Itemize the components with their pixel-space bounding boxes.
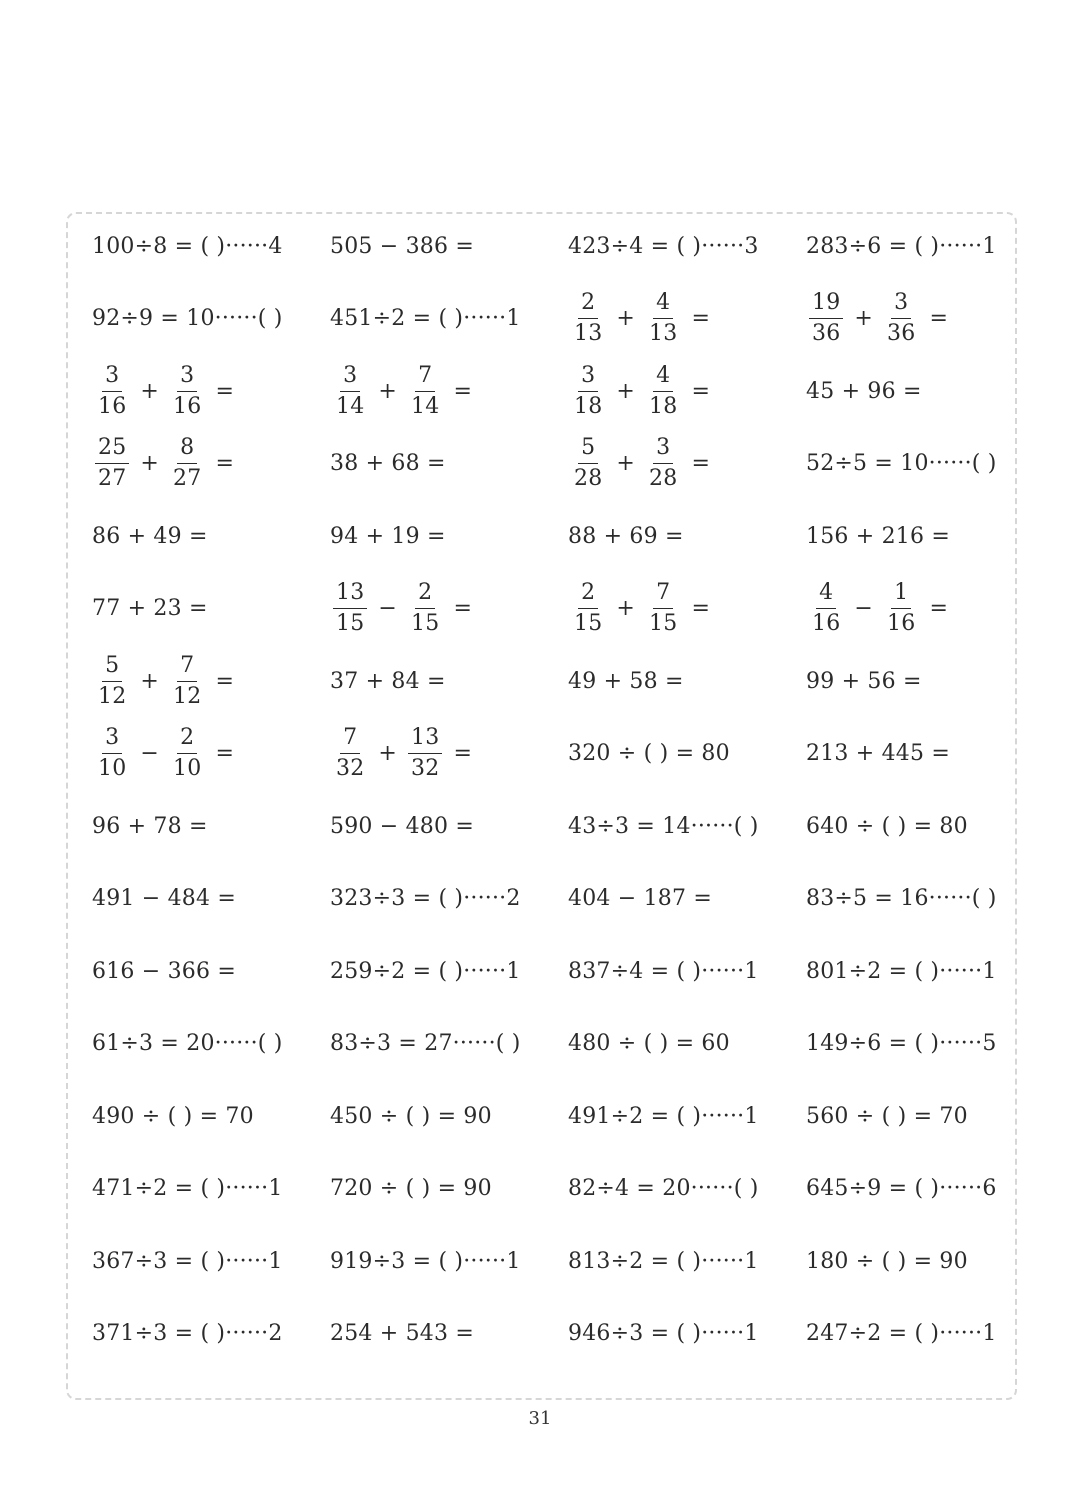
problem: [92, 216, 330, 276]
problem: [568, 1304, 806, 1364]
problem: [92, 1014, 330, 1074]
problem-text: 451÷2 = ( )······1: [330, 306, 521, 331]
operator: +: [378, 741, 398, 766]
operator: +: [140, 378, 160, 404]
numerator: 3: [340, 365, 360, 392]
numerator: 2: [578, 292, 598, 319]
operator: +: [378, 378, 398, 404]
fraction: [571, 362, 605, 419]
problem-text: 83÷3 = 27······( ): [330, 1031, 521, 1056]
problem-row: [92, 289, 1052, 349]
denominator: 10: [173, 756, 202, 781]
denominator: 18: [574, 393, 603, 419]
problem: [330, 434, 568, 494]
problem-text: 645÷9 = ( )······6: [806, 1176, 997, 1201]
problem: [330, 289, 568, 349]
denominator: 28: [574, 466, 603, 491]
problem: [568, 434, 806, 494]
numerator: 13: [408, 727, 442, 754]
problem-text: 560 ÷ ( ) = 70: [806, 1103, 968, 1129]
problem-text: 149÷6 = ( )······5: [806, 1031, 997, 1056]
problem-text: 471÷2 = ( )······1: [92, 1176, 283, 1201]
fraction: [408, 362, 442, 419]
problem-text: 813÷2 = ( )······1: [568, 1248, 759, 1274]
denominator: 15: [336, 611, 365, 636]
denominator: 16: [173, 393, 202, 419]
operator: +: [616, 378, 636, 404]
equals-sign: =: [691, 596, 711, 621]
denominator: 14: [336, 393, 365, 419]
operator: +: [616, 306, 636, 331]
numerator: 2: [415, 582, 435, 609]
fraction: [408, 582, 442, 635]
problem-row: [92, 651, 1052, 711]
denominator: 18: [649, 393, 678, 419]
fraction: [170, 437, 204, 490]
denominator: 14: [411, 393, 440, 419]
denominator: 10: [98, 756, 127, 781]
fraction: [95, 727, 129, 780]
operator: +: [616, 451, 636, 476]
problem: [92, 941, 330, 1001]
problem: [92, 651, 330, 711]
denominator: 27: [98, 466, 127, 491]
problem-text: 180 ÷ ( ) = 90: [806, 1248, 968, 1274]
problem: [92, 1231, 330, 1291]
equals-sign: =: [215, 451, 235, 476]
fraction: [646, 362, 680, 419]
problem: [806, 869, 1044, 929]
numerator: 4: [653, 292, 673, 319]
problem: [330, 941, 568, 1001]
problem-row: [92, 434, 1052, 494]
problem: [568, 289, 806, 349]
problem: [568, 651, 806, 711]
problem-text: 82÷4 = 20······( ): [568, 1176, 759, 1201]
problem: [92, 434, 330, 494]
problem: [806, 1086, 1044, 1146]
problem: [806, 361, 1044, 421]
fraction: [646, 437, 680, 490]
problem-row: [92, 1086, 1052, 1146]
numerator: 25: [95, 437, 129, 464]
fraction: [408, 727, 442, 780]
problem-text: 491÷2 = ( )······1: [568, 1103, 759, 1129]
equals-sign: =: [691, 451, 711, 476]
equals-sign: =: [215, 378, 235, 404]
problem: [330, 1086, 568, 1146]
problem-text: 283÷6 = ( )······1: [806, 233, 997, 259]
problem-text: 946÷3 = ( )······1: [568, 1321, 759, 1346]
operator: −: [140, 741, 160, 766]
operator: +: [140, 668, 160, 694]
problem-text: 61÷3 = 20······( ): [92, 1031, 283, 1056]
denominator: 15: [649, 611, 678, 636]
fraction: [333, 727, 367, 780]
fraction: [333, 362, 367, 419]
numerator: 3: [891, 292, 911, 319]
problem: [568, 724, 806, 784]
denominator: 16: [98, 393, 127, 419]
problem: [92, 869, 330, 929]
problem-text: 490 ÷ ( ) = 70: [92, 1103, 254, 1129]
denominator: 13: [649, 321, 678, 346]
operator: −: [378, 596, 398, 621]
numerator: 3: [102, 365, 122, 392]
operator: +: [854, 306, 874, 331]
problem-text: 491 − 484 =: [92, 886, 237, 911]
numerator: 19: [809, 292, 843, 319]
problem: [330, 361, 568, 421]
equals-sign: =: [215, 741, 235, 766]
problem: [568, 506, 806, 566]
fraction: [884, 582, 918, 635]
problem: [806, 1014, 1044, 1074]
fraction: [170, 652, 204, 709]
problem: [92, 506, 330, 566]
problem-text: 37 + 84 =: [330, 668, 446, 694]
problem-text: 404 − 187 =: [568, 886, 713, 911]
problem-text: 801÷2 = ( )······1: [806, 958, 997, 984]
numerator: 4: [653, 365, 673, 392]
problem-text: 43÷3 = 14······( ): [568, 813, 759, 839]
problem-text: 367÷3 = ( )······1: [92, 1248, 283, 1274]
problem-text: 83÷5 = 16······( ): [806, 886, 997, 911]
problem-text: 640 ÷ ( ) = 80: [806, 813, 968, 839]
fraction: [571, 582, 605, 635]
problem-row: [92, 941, 1052, 1001]
problem: [806, 506, 1044, 566]
problem: [330, 796, 568, 856]
problem-row: [92, 579, 1052, 639]
numerator: 3: [653, 437, 673, 464]
problem: [806, 579, 1044, 639]
fraction: [646, 582, 680, 635]
problem-text: 247÷2 = ( )······1: [806, 1321, 997, 1346]
problem: [92, 579, 330, 639]
denominator: 12: [173, 683, 202, 709]
numerator: 7: [415, 365, 435, 392]
problem-row: [92, 1231, 1052, 1291]
denominator: 15: [411, 611, 440, 636]
problem: [92, 361, 330, 421]
problem-text: 96 + 78 =: [92, 813, 208, 839]
problem-text: 94 + 19 =: [330, 523, 446, 549]
problem: [568, 361, 806, 421]
denominator: 12: [98, 683, 127, 709]
problem-text: 323÷3 = ( )······2: [330, 886, 521, 911]
equals-sign: =: [215, 668, 235, 694]
problem-text: 254 + 543 =: [330, 1321, 475, 1346]
denominator: 36: [812, 321, 841, 346]
equals-sign: =: [453, 378, 473, 404]
denominator: 16: [887, 611, 916, 636]
numerator: 5: [102, 655, 122, 682]
denominator: 15: [574, 611, 603, 636]
problem: [330, 506, 568, 566]
problem: [330, 1304, 568, 1364]
problem: [330, 1231, 568, 1291]
problem-text: 590 − 480 =: [330, 813, 475, 839]
fraction: [809, 292, 843, 345]
fraction: [333, 582, 367, 635]
problem-text: 259÷2 = ( )······1: [330, 958, 521, 984]
numerator: 3: [177, 365, 197, 392]
problem: [568, 579, 806, 639]
numerator: 3: [102, 727, 122, 754]
problem: [806, 1159, 1044, 1219]
problem: [330, 216, 568, 276]
fraction: [95, 652, 129, 709]
problem: [806, 289, 1044, 349]
problem: [568, 1159, 806, 1219]
problem-text: 505 − 386 =: [330, 233, 475, 259]
fraction: [95, 362, 129, 419]
problem-text: 720 ÷ ( ) = 90: [330, 1176, 492, 1201]
problem: [568, 1014, 806, 1074]
problem-text: 919÷3 = ( )······1: [330, 1248, 521, 1274]
problem: [568, 1231, 806, 1291]
problem-text: 320 ÷ ( ) = 80: [568, 741, 730, 766]
problem: [806, 1231, 1044, 1291]
numerator: 2: [578, 582, 598, 609]
problem: [568, 216, 806, 276]
problem-text: 99 + 56 =: [806, 668, 922, 694]
operator: −: [854, 596, 874, 621]
equals-sign: =: [691, 378, 711, 404]
problem: [806, 651, 1044, 711]
problem: [330, 1014, 568, 1074]
problem-text: 371÷3 = ( )······2: [92, 1321, 283, 1346]
problem-text: 77 + 23 =: [92, 596, 208, 621]
fraction: [809, 582, 843, 635]
fraction: [884, 292, 918, 345]
problem-text: 837÷4 = ( )······1: [568, 958, 759, 984]
problem-row: [92, 1014, 1052, 1074]
problem: [806, 796, 1044, 856]
fraction: [646, 292, 680, 345]
numerator: 2: [177, 727, 197, 754]
problem-text: 86 + 49 =: [92, 523, 208, 549]
problem-text: 616 − 366 =: [92, 958, 237, 984]
problem-text: 213 + 445 =: [806, 741, 951, 766]
problem: [330, 651, 568, 711]
problem-text: 100÷8 = ( )······4: [92, 233, 283, 259]
problem-text: 38 + 68 =: [330, 451, 446, 476]
problem: [92, 1304, 330, 1364]
equals-sign: =: [929, 596, 949, 621]
problem: [92, 1159, 330, 1219]
problem-row: [92, 1304, 1052, 1364]
problem: [806, 434, 1044, 494]
numerator: 7: [177, 655, 197, 682]
problem: [806, 1304, 1044, 1364]
fraction: [571, 292, 605, 345]
problem: [92, 796, 330, 856]
problem-text: 45 + 96 =: [806, 378, 922, 404]
equals-sign: =: [453, 741, 473, 766]
numerator: 3: [578, 365, 598, 392]
operator: +: [616, 596, 636, 621]
problem: [92, 289, 330, 349]
problem: [330, 724, 568, 784]
problem-row: [92, 216, 1052, 276]
denominator: 13: [574, 321, 603, 346]
problem: [568, 1086, 806, 1146]
problem: [568, 941, 806, 1001]
fraction: [170, 362, 204, 419]
problem-text: 49 + 58 =: [568, 668, 684, 694]
problem: [330, 1159, 568, 1219]
problem: [806, 724, 1044, 784]
problem: [568, 796, 806, 856]
numerator: 13: [333, 582, 367, 609]
numerator: 5: [578, 437, 598, 464]
fraction: [170, 727, 204, 780]
problem-row: [92, 796, 1052, 856]
problem-row: [92, 724, 1052, 784]
equals-sign: =: [691, 306, 711, 331]
problem-text: 156 + 216 =: [806, 523, 951, 549]
denominator: 32: [336, 756, 365, 781]
denominator: 28: [649, 466, 678, 491]
problem: [92, 1086, 330, 1146]
problem-text: 88 + 69 =: [568, 523, 684, 549]
problem: [92, 724, 330, 784]
problem: [568, 869, 806, 929]
numerator: 1: [891, 582, 911, 609]
problem: [806, 216, 1044, 276]
problem-text: 52÷5 = 10······( ): [806, 451, 997, 476]
problem-text: 423÷4 = ( )······3: [568, 233, 759, 259]
numerator: 4: [816, 582, 836, 609]
problem: [330, 579, 568, 639]
problem-row: [92, 1159, 1052, 1219]
numerator: 7: [340, 727, 360, 754]
problem-row: [92, 869, 1052, 929]
denominator: 36: [887, 321, 916, 346]
denominator: 27: [173, 466, 202, 491]
fraction: [95, 437, 129, 490]
numerator: 7: [653, 582, 673, 609]
problem-text: 92÷9 = 10······( ): [92, 306, 283, 331]
numerator: 8: [177, 437, 197, 464]
equals-sign: =: [453, 596, 473, 621]
fraction: [571, 437, 605, 490]
page-number: 31: [528, 1408, 552, 1429]
denominator: 32: [411, 756, 440, 781]
equals-sign: =: [929, 306, 949, 331]
problem: [806, 941, 1044, 1001]
problem-row: [92, 361, 1052, 421]
problem-text: 480 ÷ ( ) = 60: [568, 1031, 730, 1056]
operator: +: [140, 451, 160, 476]
problem: [330, 869, 568, 929]
problem-text: 450 ÷ ( ) = 90: [330, 1103, 492, 1129]
problem-row: [92, 506, 1052, 566]
denominator: 16: [812, 611, 841, 636]
